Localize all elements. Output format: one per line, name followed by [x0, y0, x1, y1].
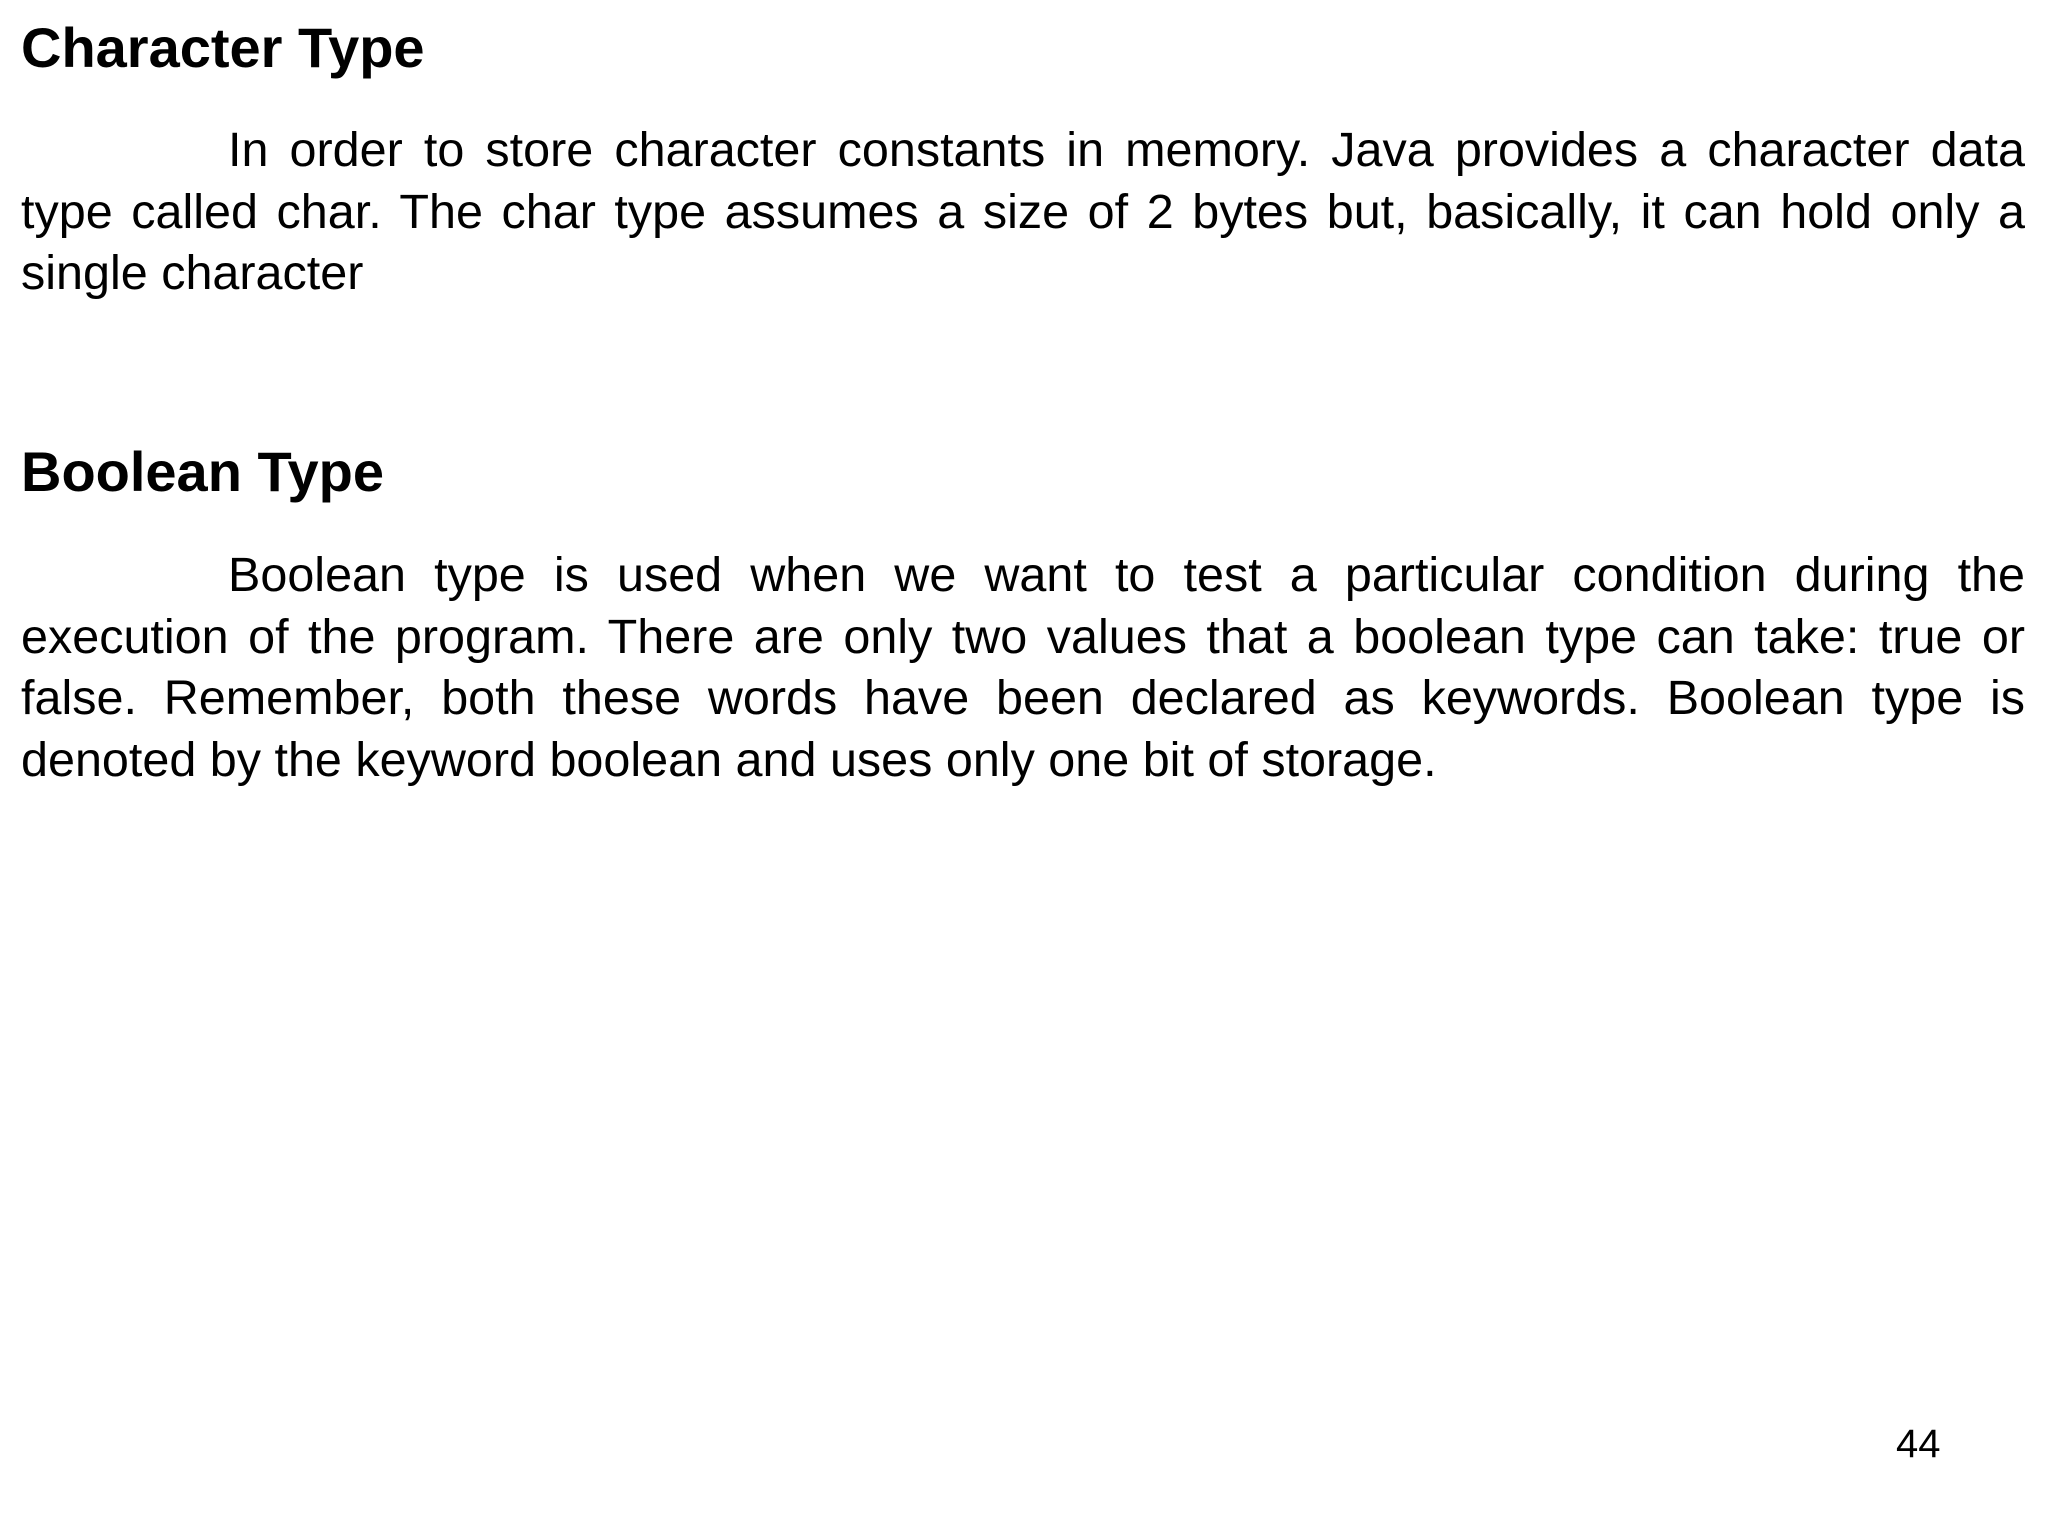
section-body-boolean-type: Boolean type is used when we want to test a particular condition during the execution of the program. There are only two values that a boolean type can take: true or false. Remember, both these words have been declared as keywords. Boolean type is denoted by the keyword boolean and uses only one bit of storage.	[21, 548, 2025, 787]
page-number: 44	[1896, 1422, 1941, 1466]
section-heading-boolean-type: Boolean Type	[21, 440, 385, 503]
section-heading-character-type: Character Type	[21, 16, 425, 79]
section-body-character-type: In order to store character constants in memory. Java provides a character data type called char. The char type assumes a size of 2 bytes but, basically, it can hold only a single character	[21, 123, 2025, 300]
